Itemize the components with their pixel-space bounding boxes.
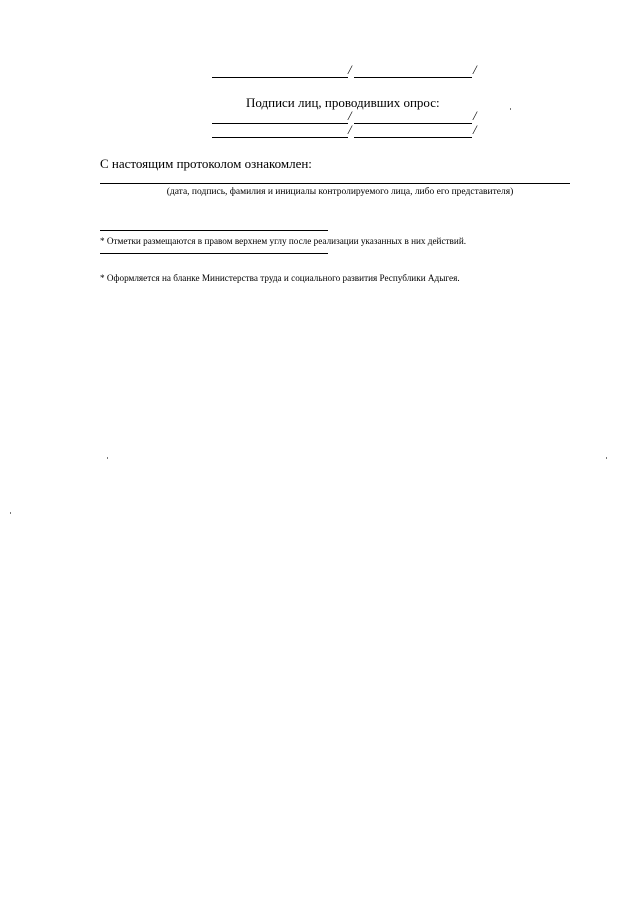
scan-speck [606,457,607,459]
signature-line [212,77,348,78]
scan-speck [510,108,511,110]
interviewers-signatures-heading: Подписи лиц, проводивших опрос: [246,95,440,110]
signature-separator: / [473,62,477,77]
signature-separator: / [348,122,352,137]
footnote-separator [100,253,328,254]
footnote-2: * Оформляется на бланке Министерства труда и социального развития Республики Адыгея. [100,273,460,283]
signature-line [354,137,472,138]
signature-line [354,77,472,78]
acknowledged-signature-line [100,183,570,184]
acknowledged-caption: (дата, подпись, фамилия и инициалы контролируемого лица, либо его представителя) [166,187,514,197]
signature-separator: / [473,108,477,123]
signature-separator: / [348,108,352,123]
scan-speck [10,512,11,514]
signature-separator: / [473,122,477,137]
footnote-1: * Отметки размещаются в правом верхнем углу после реализации указанных в них действий. [100,236,467,246]
signature-separator: / [348,62,352,77]
signature-line [212,123,348,124]
signature-line [212,137,348,138]
signature-row-interviewer-2 [212,122,482,140]
signature-row-top [212,62,482,80]
footnote-separator [100,230,328,231]
signature-line [354,123,472,124]
scan-speck [107,457,108,459]
acknowledged-label: С настоящим протоколом ознакомлен: [100,156,312,171]
signature-row-interviewer-1 [212,108,482,126]
